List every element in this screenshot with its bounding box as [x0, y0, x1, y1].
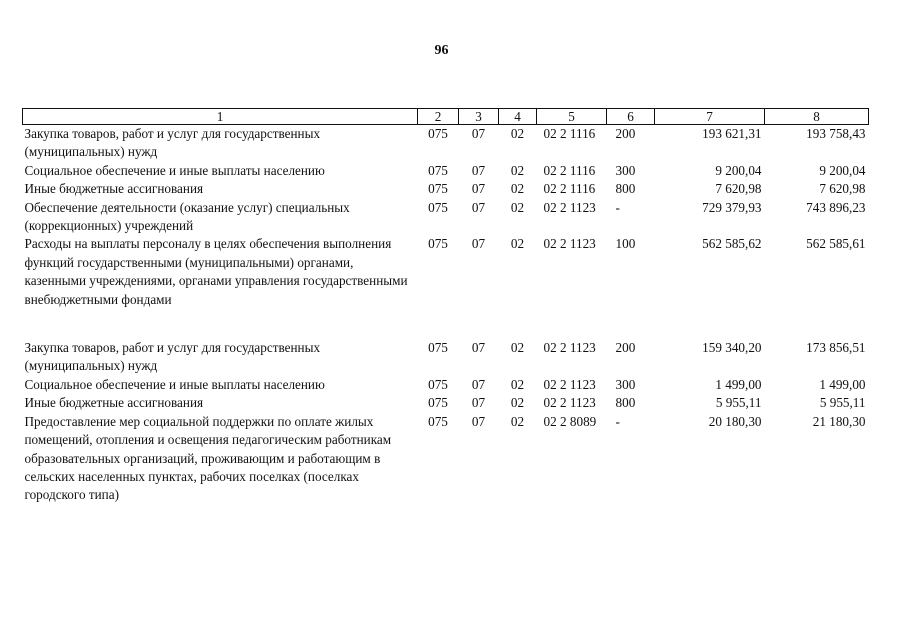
section-code: 07: [471, 413, 486, 429]
target-article-code: 02 2 8089: [543, 413, 597, 429]
row-name: Иные бюджетные ассигнования: [24, 181, 204, 197]
target-article-code: 02 2 1123: [543, 376, 596, 392]
target-article-code: 02 2 1123: [543, 340, 596, 356]
expense-type-code: 300: [615, 376, 636, 392]
expense-type-code: 800: [615, 181, 636, 197]
section-code: 07: [471, 376, 486, 392]
amount-column-8: 9 200,04: [819, 162, 866, 178]
amount-column-8: 21 180,30: [812, 413, 866, 429]
subsection-code: 02: [510, 236, 525, 252]
expense-type-code: 300: [615, 162, 636, 178]
section-code: 07: [471, 340, 486, 356]
amount-column-7: 7 620,98: [715, 181, 762, 197]
amount-column-7: 20 180,30: [708, 413, 762, 429]
expense-type-code: -: [615, 413, 620, 429]
amount-column-7: 5 955,11: [715, 395, 762, 411]
target-article-code: 02 2 1116: [543, 162, 596, 178]
row-name: Предоставление мер социальной поддержки по оплате жилых помещений, отопления и освещения педагогическим работникам образовательных организаций, проживающим и работающим в сельских населенных пунктах, рабочих поселках (поселках городского типа): [24, 413, 392, 503]
section-code: 07: [471, 236, 486, 252]
column-header: 3: [459, 109, 499, 125]
ministry-code: 075: [428, 126, 448, 141]
table-row: [23, 413, 869, 505]
column-header: 2: [418, 109, 459, 125]
table-row: [23, 180, 869, 198]
column-header: 7: [655, 109, 765, 125]
subsection-code: 02: [510, 126, 525, 141]
row-name: Закупка товаров, работ и услуг для государственных (муниципальных) нужд: [24, 340, 321, 374]
target-article-code: 02 2 1116: [543, 126, 596, 141]
table-row: [23, 162, 869, 180]
amount-column-8: 1 499,00: [819, 376, 866, 392]
amount-column-7: 729 379,93: [702, 199, 762, 215]
table-row: [23, 125, 869, 162]
target-article-code: 02 2 1123: [543, 199, 596, 215]
section-code: 07: [471, 162, 486, 178]
amount-column-8: 173 856,51: [806, 340, 866, 356]
subsection-code: 02: [510, 376, 525, 392]
subsection-code: 02: [510, 340, 525, 356]
amount-column-8: 743 896,23: [806, 199, 866, 215]
column-header: 4: [499, 109, 537, 125]
table-spacer-cell: [23, 309, 869, 339]
column-header: 5: [537, 109, 607, 125]
column-header: 8: [765, 109, 869, 125]
subsection-code: 02: [510, 162, 525, 178]
table-row: [23, 199, 869, 236]
amount-column-8: 5 955,11: [819, 395, 866, 411]
section-code: 07: [471, 395, 486, 411]
amount-column-8: 562 585,61: [806, 236, 866, 252]
ministry-code: 075: [428, 162, 448, 178]
amount-column-7: 9 200,04: [715, 162, 762, 178]
subsection-code: 02: [510, 395, 525, 411]
ministry-code: 075: [428, 376, 448, 392]
row-name: Расходы на выплаты персоналу в целях обеспечения выполнения функций государственными (муниципальными) органами, казенными учреждениями, органами управления государственными внебюджетными фондами: [24, 236, 408, 307]
row-name: Социальное обеспечение и иные выплаты населению: [24, 162, 325, 178]
column-header: 1: [23, 109, 418, 125]
row-name: Обеспечение деятельности (оказание услуг) специальных (коррекционных) учреждений: [24, 199, 350, 234]
amount-column-7: 159 340,20: [702, 340, 762, 356]
column-header: 6: [607, 109, 655, 125]
expense-type-code: -: [615, 199, 620, 215]
target-article-code: 02 2 1123: [543, 395, 596, 411]
amount-column-8: 7 620,98: [819, 181, 866, 197]
amount-column-8: 193 758,43: [806, 126, 866, 141]
expense-type-code: 200: [615, 340, 636, 356]
ministry-code: 075: [428, 236, 448, 252]
section-code: 07: [471, 199, 486, 215]
table-row: [23, 394, 869, 412]
expense-type-code: 200: [615, 126, 636, 141]
amount-column-7: 193 621,31: [702, 126, 762, 141]
subsection-code: 02: [510, 413, 525, 429]
subsection-code: 02: [510, 199, 525, 215]
target-article-code: 02 2 1123: [543, 236, 596, 252]
row-name: Иные бюджетные ассигнования: [24, 395, 204, 411]
table-row: [23, 339, 869, 376]
budget-table: [22, 108, 869, 505]
table-row: [23, 235, 869, 309]
amount-column-7: 562 585,62: [702, 236, 762, 252]
row-name: Социальное обеспечение и иные выплаты населению: [24, 376, 325, 392]
subsection-code: 02: [510, 181, 525, 197]
amount-column-7: 1 499,00: [715, 376, 762, 392]
page-number: 96: [434, 43, 449, 58]
ministry-code: 075: [428, 199, 448, 215]
table-spacer-row: [23, 309, 869, 339]
ministry-code: 075: [428, 340, 448, 356]
ministry-code: 075: [428, 181, 448, 197]
section-code: 07: [471, 126, 486, 141]
table-header-row: [23, 109, 869, 125]
target-article-code: 02 2 1116: [543, 181, 596, 197]
table-row: [23, 376, 869, 394]
expense-type-code: 100: [615, 236, 636, 252]
ministry-code: 075: [428, 395, 448, 411]
ministry-code: 075: [428, 413, 448, 429]
row-name: Закупка товаров, работ и услуг для государственных (муниципальных) нужд: [24, 126, 321, 160]
expense-type-code: 800: [615, 395, 636, 411]
section-code: 07: [471, 181, 486, 197]
